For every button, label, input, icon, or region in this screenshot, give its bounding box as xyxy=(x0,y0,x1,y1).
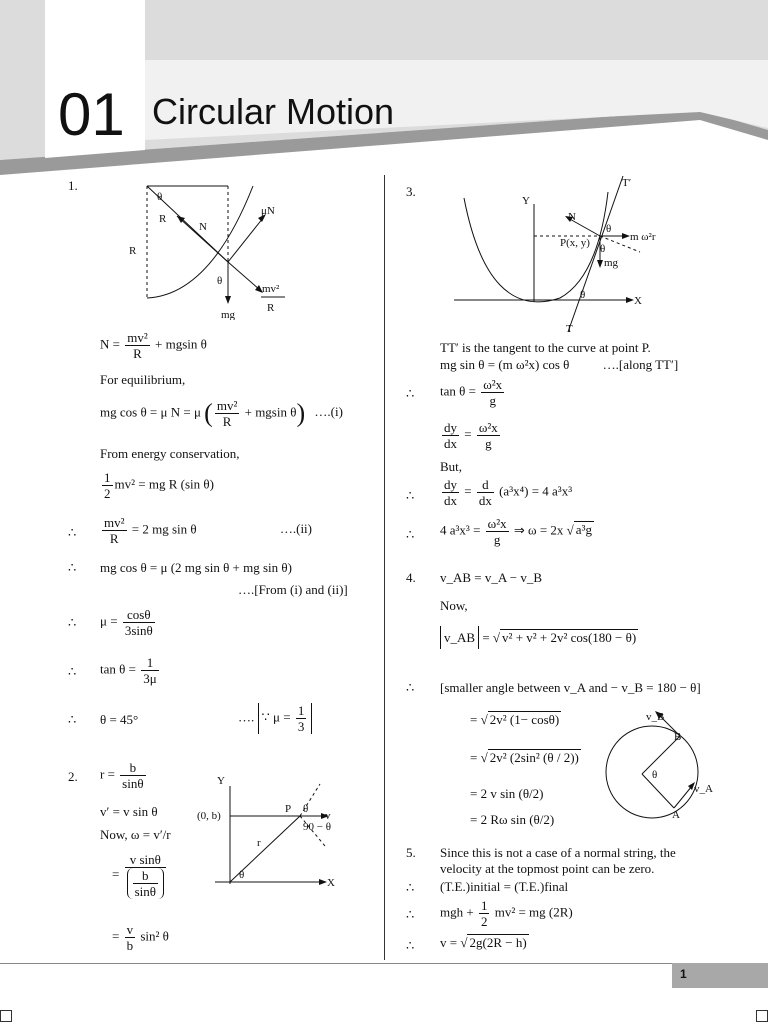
column-divider xyxy=(384,175,385,960)
eq-sign: = xyxy=(112,928,120,944)
frac-den: dx xyxy=(444,493,457,508)
frac-num: v xyxy=(126,922,134,937)
q1-because xyxy=(238,703,312,734)
q1-eq1 xyxy=(100,398,343,429)
frac-den: 3sinθ xyxy=(124,623,153,638)
frac-den: dx xyxy=(478,493,492,508)
q3-tan-lhs: tan θ = xyxy=(440,383,476,399)
q1-fig-N: N xyxy=(199,221,207,233)
q3-deriv-rhs: (a³x⁴) = 4 a³x³ xyxy=(499,483,573,499)
q4-number: 4. xyxy=(406,570,416,585)
therefore: ∴ xyxy=(406,907,415,922)
q2-r xyxy=(100,760,148,791)
page-number: 1 xyxy=(680,967,687,981)
therefore: ∴ xyxy=(68,560,77,575)
q1-mu xyxy=(100,607,157,638)
q1-fig-mg: mg xyxy=(221,309,236,320)
frac-den: R xyxy=(222,414,232,429)
frac-den xyxy=(125,868,166,899)
q4-fig-theta: θ xyxy=(652,769,658,781)
q5-v-rad: 2g(2R − h) xyxy=(469,935,527,950)
q5-mgh-lhs: mgh + xyxy=(440,904,474,920)
frac-num: ω²x xyxy=(478,420,498,435)
q1-eq2-frac xyxy=(102,515,127,546)
q1-theta-res: θ = 45° xyxy=(100,712,139,727)
q2-vprime: v′ = v sin θ xyxy=(100,804,158,819)
q1-eq2 xyxy=(100,515,312,546)
q3-sqrt-a3g: a³g xyxy=(575,522,592,538)
frac-num: 1 xyxy=(297,703,305,718)
q2-fig-theta: θ xyxy=(303,803,309,815)
therefore: ∴ xyxy=(68,664,77,679)
q2-number: 2. xyxy=(68,769,78,784)
frac-num: dy xyxy=(444,420,457,435)
q1-eq3-ref: ….[From (i) and (ii)] xyxy=(238,582,348,597)
q2-figure xyxy=(195,772,345,897)
q1-eq-N-rhs: + mgsin θ xyxy=(155,336,207,352)
therefore: ∴ xyxy=(68,525,77,540)
frac-third xyxy=(296,703,307,734)
eq-sign: = xyxy=(112,866,120,882)
q5-number: 5. xyxy=(406,845,416,860)
q4-l4: = 2 Rω sin (θ/2) xyxy=(470,812,555,827)
q1-fig-R3: R xyxy=(267,302,275,314)
therefore: ∴ xyxy=(68,615,77,630)
q3-final-frac xyxy=(486,516,509,547)
frac-den: 3 xyxy=(297,719,305,734)
q3-final-lhs: 4 a³x³ = xyxy=(440,522,481,538)
q1-frac-mv2R xyxy=(125,330,150,361)
q2-r-lhs: r = xyxy=(100,766,115,782)
frac-num: mv² xyxy=(127,330,148,345)
q2-fig-r: r xyxy=(257,837,261,849)
q3-fig-theta3: θ xyxy=(580,289,586,301)
q4-mag-lhs: v_AB xyxy=(440,626,479,649)
q1-eq2-rhs: = 2 mg sin θ xyxy=(131,521,197,537)
q3-dydx xyxy=(440,420,502,451)
q2-fig-P: P xyxy=(285,803,292,815)
q3-eq-force-ref: ….[along TT′] xyxy=(602,357,679,372)
q1-figure xyxy=(125,180,295,320)
q1-mu-frac xyxy=(123,607,155,638)
frac-half xyxy=(102,470,113,501)
frac-num: 1 xyxy=(104,470,111,485)
q4-l1: = √ 2v² (1− cosθ) xyxy=(470,712,560,727)
q1-tan xyxy=(100,655,161,686)
frac-half xyxy=(479,898,490,929)
q3-deriv-frac xyxy=(442,477,459,508)
because-text: ∵ μ = xyxy=(261,709,291,725)
frac-num: 1 xyxy=(141,655,158,671)
eq-sign: = xyxy=(470,750,478,765)
q3-deriv-frac2 xyxy=(477,477,494,508)
q3-but: But, xyxy=(440,459,463,474)
therefore: ∴ xyxy=(406,386,415,401)
q3-fig-mw2r: m ω²r xyxy=(630,231,656,243)
frac-den: R xyxy=(109,531,119,546)
frac-num: 1 xyxy=(480,898,488,913)
q1-energy: From energy conservation, xyxy=(100,446,240,461)
q2-fig-X: X xyxy=(327,877,335,889)
q5-te: (T.E.)initial = (T.E.)final xyxy=(440,879,569,894)
q1-eq1-lhs: mg cos θ = μ N = μ xyxy=(100,404,201,420)
q3-final-rhs: ⇒ ω = 2x xyxy=(513,522,564,538)
q3-dydx-frac xyxy=(442,420,459,451)
q1-fig-theta2: θ xyxy=(217,275,223,287)
q3-dydx-frac2 xyxy=(477,420,500,451)
q2-fig-point: (0, b) xyxy=(197,810,221,822)
frac-den: sinθ xyxy=(134,884,156,899)
therefore: ∴ xyxy=(406,680,415,695)
q1-eq1-rhs: + mgsin θ xyxy=(244,404,297,420)
q3-final: 4 a³x³ = $\frac{\text{ω²x}}{g}$ ⇒ ω = 2x √ a³g xyxy=(440,516,592,547)
frac-den: 3μ xyxy=(143,671,157,686)
q4-fig-B: B xyxy=(674,731,682,743)
chapter-title: Circular Motion xyxy=(152,91,395,132)
frac-den: 2 xyxy=(104,486,111,501)
q1-eq-energy-rhs: mv² = mg R (sin θ) xyxy=(114,476,214,492)
q4-figure xyxy=(592,700,722,825)
q5-line2: velocity at the topmost point can be zero. xyxy=(440,861,655,876)
q4-now: Now, xyxy=(440,598,468,613)
frac-den: g xyxy=(485,436,492,451)
eq-sign: = xyxy=(464,426,472,442)
q5-mgh xyxy=(440,898,573,929)
frac-den: g xyxy=(489,393,496,408)
crop-mark-left xyxy=(0,1010,12,1022)
chapter-number: 01 xyxy=(58,81,125,148)
q1-mu-lhs: μ = xyxy=(100,613,118,629)
q3-number: 3. xyxy=(406,184,416,199)
q4-l2-rad: 2v² (2sin² (θ / 2)) xyxy=(489,750,579,765)
frac-num: cosθ xyxy=(123,607,155,623)
q5-v-lhs: v = xyxy=(440,935,458,950)
q3-figure xyxy=(448,172,658,337)
q1-eq1-tag: ….(i) xyxy=(314,404,343,420)
frac-num: d xyxy=(477,477,494,493)
eq-sign: = xyxy=(464,483,472,499)
q2-r-frac xyxy=(120,760,145,791)
q1-number: 1. xyxy=(68,178,78,193)
q1-fig-R2: R xyxy=(129,245,137,257)
q2-omega: Now, ω = v′/r xyxy=(100,827,171,842)
therefore: ∴ xyxy=(68,712,77,727)
therefore: ∴ xyxy=(406,880,415,895)
paren: ( xyxy=(204,398,213,428)
q2-big-frac xyxy=(125,852,166,899)
therefore: ∴ xyxy=(406,488,415,503)
q5-mgh-rhs: mv² = mg (2R) xyxy=(494,904,573,920)
q4-smaller: [smaller angle between v_A and − v_B = 180 − θ] xyxy=(440,680,701,695)
q5-v: v = √ 2g(2R − h) xyxy=(440,935,527,950)
frac-num: ω²x xyxy=(483,377,503,392)
q5-line1: Since this is not a case of a normal string, the xyxy=(440,845,676,860)
q1-for-eq: For equilibrium, xyxy=(100,372,186,387)
q3-deriv xyxy=(440,477,572,508)
q1-eq2-tag: ….(ii) xyxy=(279,521,312,537)
paren-box xyxy=(127,868,164,899)
q1-tan-lhs: tan θ = xyxy=(100,661,136,677)
q2-last-frac xyxy=(125,922,136,953)
frac-den: dx xyxy=(444,436,457,451)
q3-fig-N: N xyxy=(568,211,576,223)
q3-fig-X: X xyxy=(634,295,642,307)
therefore: ∴ xyxy=(406,527,415,542)
frac-num: b xyxy=(120,760,145,776)
bracket xyxy=(258,703,313,734)
q1-eq-N-lhs: N = xyxy=(100,336,120,352)
footer-line xyxy=(0,963,768,964)
q1-fig-mv2: mv² xyxy=(262,283,280,295)
q3-tan xyxy=(440,377,506,408)
q1-fig-R: R xyxy=(159,213,167,225)
q4-fig-A: A xyxy=(672,809,680,821)
dots: …. xyxy=(238,709,255,725)
q4-vab: v_AB = v_A − v_B xyxy=(440,570,543,585)
q2-last xyxy=(112,922,169,953)
q3-fig-mg: mg xyxy=(604,257,619,269)
crop-mark-right xyxy=(756,1010,768,1022)
frac-num: v sinθ xyxy=(125,852,166,868)
frac-num: dy xyxy=(444,477,457,492)
q4-l2: = √ 2v² (2sin² (θ / 2)) xyxy=(470,750,579,765)
frac-den: 2 xyxy=(480,914,488,929)
q2-fig-Y: Y xyxy=(217,775,225,787)
q4-fig-vA: v_A xyxy=(694,783,713,795)
frac-den: b xyxy=(126,938,134,953)
q1-eq1-frac xyxy=(215,398,240,429)
frac-den: sinθ xyxy=(122,776,144,791)
frac-num: mv² xyxy=(216,398,238,413)
frac-num: mv² xyxy=(104,515,125,530)
q3-fig-T: T xyxy=(566,323,573,335)
therefore: ∴ xyxy=(406,938,415,953)
q2-inner-frac xyxy=(133,868,158,899)
q4-l1-rad: 2v² (1− cosθ) xyxy=(489,712,560,727)
q2-fig-theta2: θ xyxy=(239,869,245,881)
q2-last-rhs: sin² θ xyxy=(140,928,169,944)
q4-l3: = 2 v sin (θ/2) xyxy=(470,786,544,801)
q3-fig-theta2: θ xyxy=(600,243,606,255)
q2-eq-big xyxy=(112,852,168,899)
q1-eq3: mg cos θ = μ (2 mg sin θ + mg sin θ) xyxy=(100,560,292,575)
q1-tan-frac xyxy=(141,655,158,686)
q2-fig-ninety: 90 − θ xyxy=(303,821,331,833)
q1-fig-theta: θ xyxy=(157,191,163,203)
q4-fig-vB: v_B xyxy=(646,711,665,723)
q2-fig-v: v xyxy=(325,810,331,822)
q3-eq-force-text: mg sin θ = (m ω²x) cos θ xyxy=(440,357,570,372)
eq-sign: = xyxy=(470,712,478,727)
paren: ) xyxy=(296,398,306,428)
q3-tan-frac xyxy=(481,377,504,408)
q4-mag-rhs: v² + v² + 2v² cos(180 − θ) xyxy=(502,630,637,645)
frac-den: g xyxy=(493,532,501,547)
q3-fig-Y: Y xyxy=(522,195,530,207)
q1-eq-energy xyxy=(100,470,214,501)
frac-num: b xyxy=(133,868,158,884)
q3-fig-P: P(x, y) xyxy=(560,237,590,249)
q3-fig-theta: θ xyxy=(606,223,612,235)
eq-sign: = xyxy=(482,630,490,645)
q3-tangent: TT′ is the tangent to the curve at point P. xyxy=(440,340,651,355)
q3-eq-force xyxy=(440,357,678,373)
frac-den: R xyxy=(133,346,142,361)
q4-mag: v_AB = √ v² + v² + 2v² cos(180 − θ) xyxy=(440,630,638,646)
q3-fig-Tprime: T′ xyxy=(622,177,632,189)
q1-fig-muN: μN xyxy=(261,205,275,217)
q1-eq-N xyxy=(100,330,207,361)
frac-num: ω²x xyxy=(487,516,507,531)
